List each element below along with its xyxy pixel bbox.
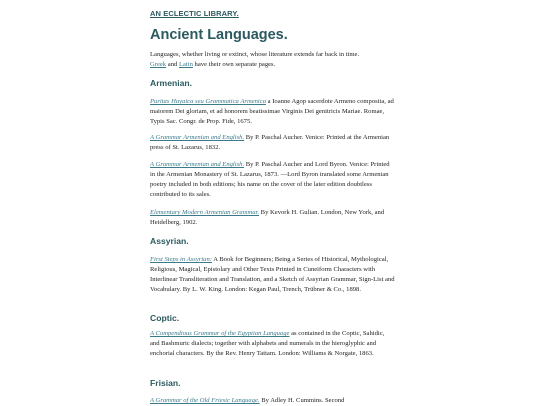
book-title-link[interactable]: Puritas Hayaica seu Grammatica Armenica [150, 98, 266, 105]
page-title: Ancient Languages. [150, 27, 288, 43]
section-heading-armenian: Armenian. [150, 78, 193, 88]
entry-details: By Kevork H. Gulian. London, New York, and Heidelberg, 1902. [150, 209, 385, 226]
greek-link[interactable]: Greek [150, 61, 167, 68]
site-home-link[interactable]: AN ECLECTIC LIBRARY. [150, 9, 239, 18]
book-title-link[interactable]: A Compendious Grammar of the Egyptian Language [150, 330, 290, 337]
bibliography-entry [150, 133, 395, 153]
book-title-link[interactable]: A Grammar Armenian and English. [150, 134, 245, 141]
entry-details: By P. Paschal Aucher. Venice: Printed at the Armenian press of St. Lazarus, 1832. [150, 134, 390, 151]
book-title-link[interactable]: A Grammar Armenian and English. [150, 161, 245, 168]
section-heading-coptic: Coptic. [150, 313, 180, 323]
entry-details: A Book for Beginners; Being a Series of Historical, Mythological, Religious, Magical, Epistolary and Other Texts Printed in Cuneiform Characters with Interlinear Transliteration and Translation, and a Sketch of Assyrian Grammar, Sign-List and Vocabulary. By L. W. King. London: Kegan Paul, Trench, Trübner & Co., 1898. [150, 256, 395, 293]
latin-link[interactable]: Latin [178, 61, 193, 68]
entry-details: By P. Paschal Aucher and Lord Byron. Venice: Printed in the Armenian Monastery of St. Lazarus, 1873. —Lord Byron translated some Armenian poetry included in both editions; his name on the cover of the later edition doubtless contributed to its sales. [150, 161, 390, 198]
bibliography-entry [150, 329, 395, 359]
entry-details: By Adley H. Cummins. Second [259, 397, 345, 404]
entry-details: as contained in the Coptic, Sahidic, and Bashmuric dialects; together with alphabets and numerals in the hieroglyphic and enchorial characters. By the Rev. Henry Tattam. London: Williams & Norgate, 1863. [150, 330, 385, 357]
section-heading-assyrian: Assyrian. [150, 236, 189, 246]
intro-text-and: and [167, 61, 178, 68]
bibliography-entry [150, 97, 395, 127]
intro-paragraph [150, 50, 395, 70]
section-heading-frisian: Frisian. [150, 378, 181, 388]
book-title-link[interactable]: First Steps in Assyrian: [150, 256, 212, 263]
bibliography-entry [150, 255, 395, 295]
intro-text-end: have their own separate pages. [194, 61, 276, 68]
bibliography-entry [150, 208, 395, 228]
bibliography-entry [150, 160, 395, 200]
book-title-link[interactable]: A Grammar of the Old Friesic Language. [150, 397, 260, 404]
book-title-link[interactable]: Elementary Modern Armenian Grammar. [150, 209, 260, 216]
entry-details: a Ioanne Agop sacerdote Armeno composita, ad maiorem Dei gloriam, et ad honorem beatissimae Virginis Dei genitricis Mariae. Romae, Typis Sac. Congr. de Prop. Fide, 1675. [150, 98, 394, 125]
intro-text: Languages, whether living or extinct, whose literature extends far back in time. [150, 51, 360, 58]
